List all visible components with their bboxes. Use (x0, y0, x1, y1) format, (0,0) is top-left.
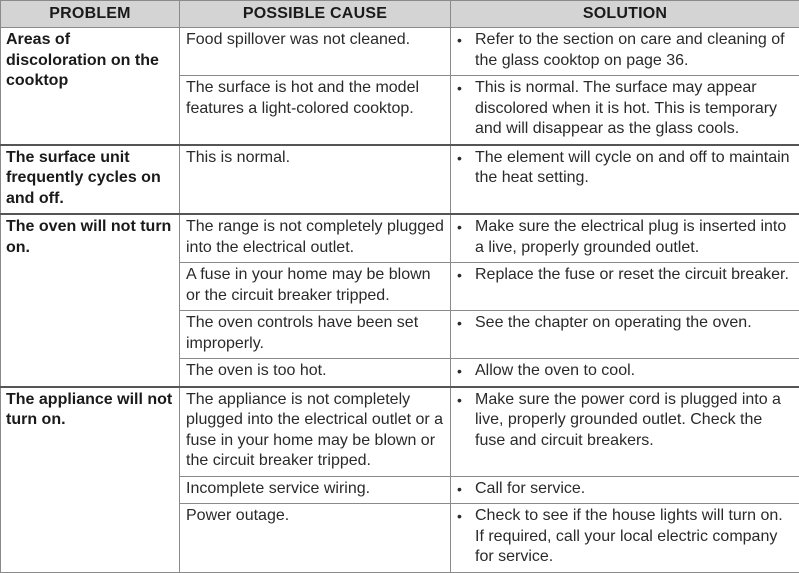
cause-cell: Food spillover was not cleaned. (180, 28, 451, 76)
solution-cell (451, 476, 799, 504)
bullet-icon: • (457, 78, 475, 140)
table-row (1, 28, 799, 76)
solution-cell (451, 76, 799, 145)
cause-cell: Power outage. (180, 504, 451, 573)
solution-text: This is normal. The surface may appear discolored when it is hot. This is temporary and will disappear as the glass cools. (475, 78, 793, 140)
bullet-icon: • (457, 506, 475, 568)
bullet-icon: • (457, 479, 475, 500)
solution-cell (451, 28, 799, 76)
bullet-icon: • (457, 217, 475, 258)
bullet-icon: • (457, 390, 475, 452)
cause-cell: The oven controls have been set improperly. (180, 311, 451, 359)
bullet-icon: • (457, 361, 475, 382)
cause-cell: The oven is too hot. (180, 359, 451, 387)
problem-cell: The surface unit frequently cycles on and off. (1, 145, 180, 215)
solution-cell (451, 145, 799, 215)
cause-cell: The appliance is not completely plugged into the electrical outlet or a fuse in your home may be blown or the circuit breaker tripped. (180, 387, 451, 477)
cause-header: POSSIBLE CAUSE (180, 1, 451, 28)
solution-cell (451, 311, 799, 359)
bullet-icon: • (457, 313, 475, 334)
solution-text: Allow the oven to cool. (475, 361, 793, 382)
solution-cell (451, 263, 799, 311)
solution-header: SOLUTION (451, 1, 799, 28)
problem-cell: Areas of discoloration on the cooktop (1, 28, 180, 145)
solution-cell (451, 504, 799, 573)
solution-text: See the chapter on operating the oven. (475, 313, 793, 334)
table-row (1, 387, 799, 477)
header-row (1, 1, 799, 28)
table-row (1, 145, 799, 215)
solution-cell (451, 387, 799, 477)
problem-cell: The appliance will not turn on. (1, 387, 180, 573)
solution-text: Check to see if the house lights will turn on. If required, call your local electric company for service. (475, 506, 793, 568)
cause-cell: This is normal. (180, 145, 451, 215)
bullet-icon: • (457, 30, 475, 71)
solution-text: Make sure the power cord is plugged into a live, properly grounded outlet. Check the fuse and circuit breakers. (475, 390, 793, 452)
solution-text: Make sure the electrical plug is inserted into a live, properly grounded outlet. (475, 217, 793, 258)
cause-cell: Incomplete service wiring. (180, 476, 451, 504)
solution-text: Refer to the section on care and cleaning of the glass cooktop on page 36. (475, 30, 793, 71)
problem-cell: The oven will not turn on. (1, 214, 180, 387)
solution-cell (451, 359, 799, 387)
table-row (1, 214, 799, 263)
solution-text: Replace the fuse or reset the circuit breaker. (475, 265, 793, 286)
solution-text: Call for service. (475, 479, 793, 500)
solution-cell (451, 214, 799, 263)
cause-cell: The range is not completely plugged into the electrical outlet. (180, 214, 451, 263)
cause-cell: A fuse in your home may be blown or the circuit breaker tripped. (180, 263, 451, 311)
bullet-icon: • (457, 148, 475, 189)
solution-text: The element will cycle on and off to maintain the heat setting. (475, 148, 793, 189)
cause-cell: The surface is hot and the model features a light-colored cooktop. (180, 76, 451, 145)
problem-header: PROBLEM (1, 1, 180, 28)
bullet-icon: • (457, 265, 475, 286)
